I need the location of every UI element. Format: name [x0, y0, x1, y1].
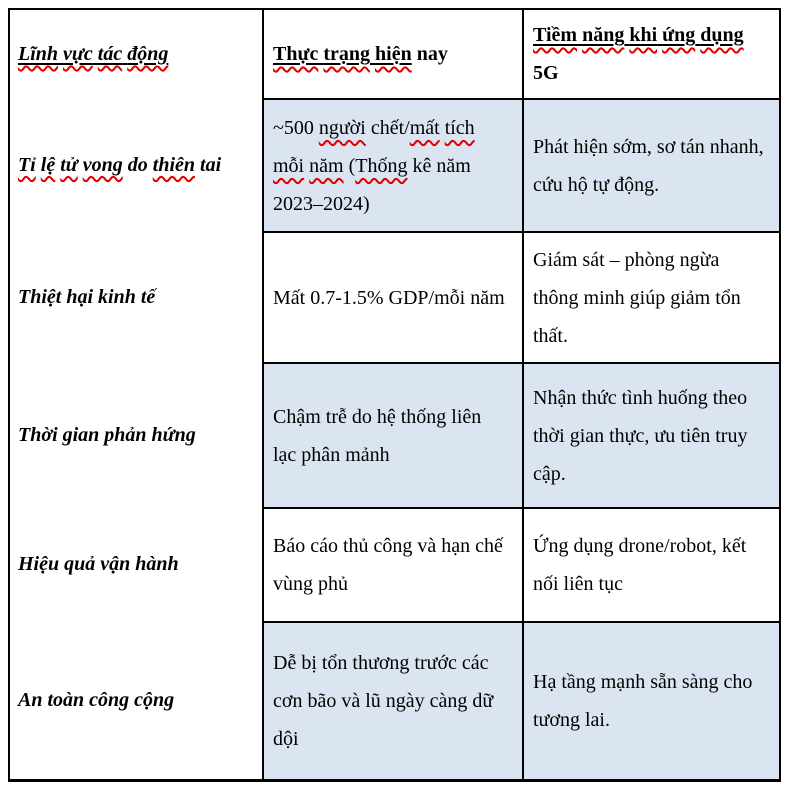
impact-row-label	[18, 416, 196, 454]
text-segment: mất	[409, 116, 440, 139]
cell-text	[524, 377, 779, 495]
current-status-header-cell	[264, 10, 524, 98]
underlined-text	[323, 43, 370, 65]
table-row	[264, 621, 779, 779]
cell-text	[264, 33, 461, 75]
underlined-text	[127, 43, 168, 65]
cell-text	[264, 396, 522, 476]
table-row	[264, 507, 779, 621]
text-segment: năm	[309, 154, 344, 177]
text-segment: tác	[97, 43, 123, 65]
current-status-cell	[264, 233, 524, 362]
impact-label-cell	[10, 231, 262, 362]
underlined-text	[700, 24, 743, 46]
cell-text	[524, 126, 779, 206]
text-segment: Dễ bị tổn thương trước các cơn bão và lũ ngày càng dữ dội	[273, 652, 494, 750]
text-segment: chết/	[365, 116, 410, 139]
impact-label-cell	[10, 621, 262, 779]
underlined-text	[375, 43, 412, 65]
text-segment: mỗi	[273, 154, 305, 177]
table-row	[264, 10, 779, 98]
text-segment: động	[127, 43, 169, 65]
impact-label-cell	[10, 507, 262, 621]
underlined-text	[18, 43, 58, 65]
impact-label-cell	[10, 362, 262, 507]
text-segment: Tiềm	[533, 24, 578, 46]
text-segment: An toàn công cộng	[18, 689, 175, 711]
impact-row-label	[18, 278, 155, 316]
text-segment: kê năm 2023–2024)	[273, 154, 471, 215]
table-row	[264, 362, 779, 507]
cell-text	[264, 107, 522, 225]
text-segment: tích	[444, 116, 475, 139]
text-segment: Hạ tầng mạnh sẵn sàng cho tương lai.	[533, 671, 753, 731]
text-segment: Thống	[355, 154, 408, 177]
text-segment: Chậm trễ do hệ thống liên lạc phân mảnh	[273, 405, 482, 466]
text-segment: dụng	[700, 24, 744, 46]
underlined-text	[63, 43, 93, 65]
text-segment: lệ	[40, 153, 56, 176]
text-segment: 5G	[533, 62, 559, 84]
potential-5g-cell	[524, 100, 779, 231]
text-segment: Hiệu quả vận hành	[18, 553, 179, 575]
potential-5g-cell	[524, 364, 779, 507]
text-segment: ~500	[273, 116, 319, 139]
text-segment: (	[343, 154, 356, 177]
text-segment: Mất 0.7-1.5% GDP/mỗi năm	[273, 286, 505, 309]
text-segment: tai	[195, 153, 222, 176]
text-segment: hiện	[375, 43, 412, 65]
right-columns	[264, 10, 779, 779]
potential-5g-cell	[524, 623, 779, 779]
text-segment: khi	[629, 24, 658, 46]
text-segment: vực	[63, 43, 93, 65]
text-segment: Nhận thức tình huống theo thời gian thực, ưu tiên truy cập.	[533, 386, 748, 485]
text-segment: Giám sát – phòng ngừa thông minh giúp giảm tổn thất.	[533, 248, 741, 347]
cell-text	[524, 14, 779, 94]
current-status-cell	[264, 364, 524, 507]
left-column	[10, 10, 264, 779]
text-segment: năng	[582, 24, 625, 46]
text-segment: Phát hiện sớm, sơ tán nhanh, cứu hộ tự động.	[533, 135, 764, 196]
impact-label-cell	[10, 98, 262, 231]
potential-5g-header-cell	[524, 10, 779, 98]
text-segment: do	[122, 153, 153, 176]
text-segment: Thời gian phản hứng	[18, 423, 196, 446]
underlined-text	[662, 24, 695, 46]
text-segment: ứng	[662, 24, 696, 46]
impact-column-header-cell	[10, 10, 262, 98]
potential-5g-cell	[524, 509, 779, 621]
text-segment: Lĩnh	[18, 43, 59, 65]
cell-text	[264, 277, 518, 319]
underlined-text	[582, 24, 624, 46]
text-segment: nay	[411, 43, 448, 65]
cell-text	[524, 661, 779, 741]
text-segment: Tỉ	[18, 153, 36, 176]
underlined-text	[98, 43, 122, 65]
current-status-cell	[264, 623, 524, 779]
text-segment: Ứng dụng drone/robot, kết nối liên tục	[533, 535, 747, 595]
underlined-text	[533, 24, 577, 46]
cell-text	[264, 525, 522, 605]
impact-column-header	[18, 35, 168, 73]
potential-5g-cell	[524, 233, 779, 362]
underlined-text	[273, 43, 318, 65]
text-segment: trạng	[323, 43, 371, 65]
cell-text	[524, 525, 779, 605]
text-segment: Thực	[273, 43, 319, 65]
underlined-text	[629, 24, 657, 46]
text-segment: thiên	[152, 153, 196, 176]
text-segment: Thiệt hại kinh tế	[18, 285, 156, 308]
text-segment: Báo cáo thủ công và hạn chế vùng phủ	[273, 535, 503, 595]
cell-text	[264, 642, 522, 760]
text-segment: vong	[82, 153, 123, 176]
impact-table	[8, 8, 781, 782]
cell-text	[524, 239, 779, 357]
impact-row-label	[18, 146, 221, 184]
table-row	[264, 231, 779, 362]
text-segment: tử	[60, 153, 78, 176]
table-row	[264, 98, 779, 231]
current-status-cell	[264, 100, 524, 231]
impact-row-label	[18, 545, 179, 583]
current-status-cell	[264, 509, 524, 621]
text-segment: người	[318, 116, 366, 139]
impact-row-label	[18, 681, 174, 719]
